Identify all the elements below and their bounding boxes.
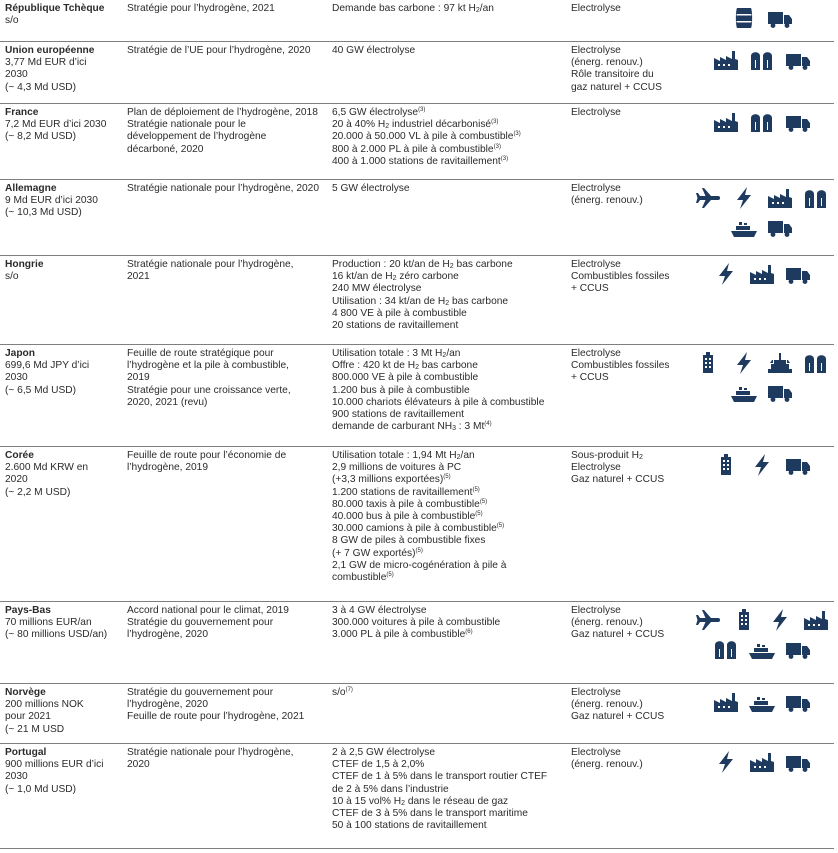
target-line: Production : 20 kt/an de $H_2$ bas carbone bbox=[332, 259, 513, 270]
ship-icon bbox=[730, 215, 758, 239]
factory-icon bbox=[766, 186, 794, 210]
table-row bbox=[0, 684, 834, 744]
country-cell bbox=[5, 183, 117, 220]
strategy-cell bbox=[127, 259, 323, 283]
strategy-line: Stratégie nationale pour l’hydrogène, 2020 bbox=[127, 183, 320, 194]
production-line: (énerg. renouv.) bbox=[571, 617, 643, 629]
strategy-line: 2020 bbox=[127, 759, 150, 771]
sector-icons bbox=[690, 186, 834, 239]
production-cell bbox=[571, 747, 683, 771]
strategy-line: Stratégie du gouvernement pour bbox=[127, 687, 274, 698]
ship-icon bbox=[730, 380, 758, 404]
target-line: de 2 à 5% dans l’industrie bbox=[332, 783, 449, 795]
lightning-icon bbox=[730, 186, 758, 210]
production-cell bbox=[571, 450, 683, 487]
budget-line: 2030 bbox=[5, 69, 28, 81]
sector-icons bbox=[690, 6, 834, 30]
target-line: 4 800 VE à pile à combustible bbox=[332, 307, 467, 319]
truck-icon bbox=[766, 380, 794, 404]
production-line: Electrolyse bbox=[571, 348, 621, 359]
production-line: Rôle transitoire du bbox=[571, 69, 654, 81]
country-name: Hongrie bbox=[5, 259, 44, 270]
strategy-line: l’hydrogène et la pile à combustible, bbox=[127, 360, 289, 372]
target-line: 6,5 GW électrolyse$^{(3)}$ bbox=[332, 107, 426, 118]
target-line: 80.000 taxis à pile à combustible$^{(5)}$ bbox=[332, 498, 488, 510]
target-line: 3.000 PL à pile à combustible$^{(6)}$ bbox=[332, 629, 473, 641]
targets-cell bbox=[332, 605, 564, 642]
production-cell bbox=[571, 348, 683, 385]
strategy-line: l’hydrogène, 2020 bbox=[127, 629, 208, 641]
production-line: (énerg. renouv.) bbox=[571, 759, 643, 771]
building-icon bbox=[712, 453, 740, 477]
truck-icon bbox=[784, 48, 812, 72]
production-line: + CCUS bbox=[571, 283, 609, 295]
silo-icon bbox=[748, 48, 776, 72]
targets-cell bbox=[332, 348, 564, 433]
strategy-cell bbox=[127, 687, 323, 724]
budget-line: 3,77 Md EUR d’ici bbox=[5, 57, 87, 69]
production-cell bbox=[571, 259, 683, 296]
target-line: 5 GW électrolyse bbox=[332, 183, 410, 194]
table-row bbox=[0, 180, 834, 256]
production-line: Electrolyse bbox=[571, 687, 621, 698]
target-line: Utilisation : 34 kt/an de $H_2$ bas carbone bbox=[332, 295, 509, 307]
target-line: 300.000 voitures à pile à combustible bbox=[332, 617, 501, 629]
target-line: 1.200 bus à pile à combustible bbox=[332, 384, 470, 396]
silo-icon bbox=[802, 351, 830, 375]
target-line: 2 à 2,5 GW électrolyse bbox=[332, 747, 436, 758]
strategy-line: 2020, 2021 (revu) bbox=[127, 396, 208, 408]
target-line: CTEF de 3 à 5% dans le transport maritime bbox=[332, 808, 528, 820]
strategy-line: développement de l’hydrogène bbox=[127, 131, 267, 143]
country-name: Japon bbox=[5, 348, 36, 359]
truck-icon bbox=[784, 637, 812, 661]
budget-line: pour 2021 bbox=[5, 711, 51, 723]
silo-icon bbox=[748, 110, 776, 134]
strategy-cell bbox=[127, 183, 323, 195]
strategy-line: Feuille de route pour l’hydrogène, 2021 bbox=[127, 711, 305, 723]
table-row bbox=[0, 42, 834, 104]
sector-icons bbox=[690, 48, 834, 72]
production-line: Electrolyse bbox=[571, 747, 621, 758]
target-line: 30.000 camions à pile à combustible$^{(5)}$ bbox=[332, 523, 505, 535]
strategy-cell bbox=[127, 747, 323, 771]
budget-line: 9 Md EUR d’ici 2030 bbox=[5, 195, 98, 207]
target-line: Demande bas carbone : 97 kt $H_2/an$ bbox=[332, 3, 494, 14]
lightning-icon bbox=[766, 608, 794, 632]
silo-icon bbox=[802, 186, 830, 210]
production-line: Electrolyse bbox=[571, 183, 621, 194]
budget-line: s/o bbox=[5, 271, 19, 283]
production-line: Gaz naturel + CCUS bbox=[571, 711, 665, 723]
sector-icons bbox=[690, 690, 834, 714]
targets-cell bbox=[332, 259, 564, 332]
target-line: 8 GW de piles à combustible fixes bbox=[332, 535, 486, 547]
production-cell bbox=[571, 3, 683, 15]
target-line: 240 MW électrolyse bbox=[332, 283, 422, 295]
budget-line: (~ 1,0 Md USD) bbox=[5, 783, 77, 795]
barrel-icon bbox=[730, 6, 758, 30]
strategy-cell bbox=[127, 605, 323, 642]
target-line: 20 à 40% $H_2$ industriel décarbonisé$^{(3)}$ bbox=[332, 119, 499, 131]
budget-line: (~ 8,2 Md USD) bbox=[5, 131, 77, 143]
target-line: 400 à 1.000 stations de ravitaillement$^{(3)}$ bbox=[332, 155, 509, 167]
target-line: 800 à 2.000 PL à pile à combustible$^{(3)}$ bbox=[332, 143, 501, 155]
truck-icon bbox=[784, 262, 812, 286]
production-cell bbox=[571, 183, 683, 207]
country-name: Norvège bbox=[5, 687, 46, 698]
target-line: CTEF de 1 à 5% dans le transport routier CTEF bbox=[332, 771, 548, 783]
truck-icon bbox=[784, 110, 812, 134]
building-icon bbox=[694, 351, 722, 375]
table-row bbox=[0, 602, 834, 684]
table-row bbox=[0, 256, 834, 345]
budget-line: 2020 bbox=[5, 474, 28, 486]
strategy-cell bbox=[127, 450, 323, 474]
table-row bbox=[0, 104, 834, 180]
country-name: Union européenne bbox=[5, 45, 95, 56]
lightning-icon bbox=[712, 262, 740, 286]
silo-icon bbox=[712, 637, 740, 661]
strategy-line: Stratégie nationale pour le bbox=[127, 119, 246, 131]
target-line: 40.000 bus à pile à combustible$^{(5)}$ bbox=[332, 511, 483, 523]
country-name: Allemagne bbox=[5, 183, 57, 194]
targets-cell bbox=[332, 687, 564, 699]
strategy-line: Stratégie du gouvernement pour bbox=[127, 617, 274, 629]
target-line: 1.200 stations de ravitaillement$^{(5)}$ bbox=[332, 486, 480, 498]
plane-icon bbox=[694, 186, 722, 210]
production-cell bbox=[571, 45, 683, 94]
production-cell bbox=[571, 605, 683, 642]
budget-line: 2.600 Md KRW en bbox=[5, 462, 89, 474]
budget-line: (~ 10,3 Md USD) bbox=[5, 207, 82, 219]
production-line: (énerg. renouv.) bbox=[571, 57, 643, 69]
production-cell bbox=[571, 687, 683, 724]
country-cell bbox=[5, 348, 117, 397]
target-line: 3 à 4 GW électrolyse bbox=[332, 605, 427, 616]
country-cell bbox=[5, 687, 117, 736]
country-name: Pays-Bas bbox=[5, 605, 51, 616]
strategy-line: l’hydrogène, 2020 bbox=[127, 699, 208, 711]
production-line: Electrolyse bbox=[571, 45, 621, 56]
strategy-cell bbox=[127, 107, 323, 156]
target-line: 900 stations de ravitaillement bbox=[332, 409, 464, 421]
target-line: 20 stations de ravitaillement bbox=[332, 320, 459, 332]
truck-icon bbox=[784, 453, 812, 477]
sector-icons bbox=[690, 351, 834, 404]
country-cell bbox=[5, 747, 117, 796]
target-line: $s/o^{(7)}$ bbox=[332, 687, 353, 698]
target-line: Utilisation totale : 1,94 Mt $H_2/an$ bbox=[332, 450, 475, 461]
targets-cell bbox=[332, 183, 564, 195]
strategy-cell bbox=[127, 3, 323, 15]
factory-icon bbox=[802, 608, 830, 632]
budget-line: s/o bbox=[5, 15, 19, 27]
target-line: (+ 7 GW exportés)$^{(5)}$ bbox=[332, 547, 423, 559]
sector-icons bbox=[690, 110, 834, 134]
budget-line: 699,6 Md JPY d’ici bbox=[5, 360, 90, 372]
lightning-icon bbox=[730, 351, 758, 375]
strategy-line: Stratégie pour l’hydrogène, 2021 bbox=[127, 3, 275, 14]
budget-line: (~ 6,5 Md USD) bbox=[5, 384, 77, 396]
target-line: 20.000 à 50.000 VL à pile à combustible$^{(3)}$ bbox=[332, 131, 521, 143]
production-line: Gaz naturel + CCUS bbox=[571, 629, 665, 641]
ship-icon bbox=[748, 637, 776, 661]
production-line: Electrolyse bbox=[571, 605, 621, 616]
factory-icon bbox=[712, 110, 740, 134]
table-row bbox=[0, 0, 834, 42]
table-row bbox=[0, 345, 834, 447]
factory-icon bbox=[712, 48, 740, 72]
target-line: demande de carburant $NH_3$ : 3 Mt$^{(4)}$ bbox=[332, 421, 492, 433]
target-line: (+3,3 millions exportées)$^{(5)}$ bbox=[332, 474, 451, 486]
strategy-line: Stratégie nationale pour l’hydrogène, bbox=[127, 259, 294, 270]
targets-cell bbox=[332, 450, 564, 584]
budget-line: 200 millions NOK bbox=[5, 699, 84, 711]
targets-cell bbox=[332, 3, 564, 15]
country-cell bbox=[5, 45, 117, 94]
budget-line: 900 millions EUR d’ici bbox=[5, 759, 104, 771]
production-line: Combustibles fossiles bbox=[571, 271, 670, 283]
strategy-line: Stratégie de l’UE pour l’hydrogène, 2020 bbox=[127, 45, 311, 56]
strategy-line: Stratégie nationale pour l’hydrogène, bbox=[127, 747, 294, 758]
budget-line: (~ 80 millions USD/an) bbox=[5, 629, 108, 641]
plane-icon bbox=[694, 608, 722, 632]
targets-cell bbox=[332, 45, 564, 57]
target-line: Utilisation totale : 3 Mt $H_2/an$ bbox=[332, 348, 461, 359]
target-line: 2,9 millions de voitures à PC bbox=[332, 462, 462, 474]
target-line: combustible$^{(5)}$ bbox=[332, 572, 394, 584]
lightning-icon bbox=[748, 453, 776, 477]
refinery-icon bbox=[766, 351, 794, 375]
production-line: (énerg. renouv.) bbox=[571, 195, 643, 207]
production-line: Gaz naturel + CCUS bbox=[571, 474, 665, 486]
target-line: 10.000 chariots élévateurs à pile à combustible bbox=[332, 396, 545, 408]
strategy-line: Accord national pour le climat, 2019 bbox=[127, 605, 289, 616]
strategy-line: Plan de déploiement de l’hydrogène, 2018 bbox=[127, 107, 318, 118]
country-cell bbox=[5, 450, 117, 499]
target-line: 2,1 GW de micro-cogénération à pile à bbox=[332, 559, 507, 571]
ship-icon bbox=[748, 690, 776, 714]
target-line: 16 kt/an de $H_2$ zéro carbone bbox=[332, 271, 459, 283]
truck-icon bbox=[784, 690, 812, 714]
target-line: 40 GW électrolyse bbox=[332, 45, 416, 56]
factory-icon bbox=[712, 690, 740, 714]
budget-line: (~ 2,2 M USD) bbox=[5, 486, 71, 498]
strategy-line: 2019 bbox=[127, 372, 150, 384]
sector-icons bbox=[690, 453, 834, 477]
country-name: Corée bbox=[5, 450, 34, 461]
targets-cell bbox=[332, 107, 564, 168]
country-cell bbox=[5, 107, 117, 144]
budget-line: 2030 bbox=[5, 771, 28, 783]
target-line: 50 à 100 stations de ravitaillement bbox=[332, 820, 487, 832]
production-line: gaz naturel + CCUS bbox=[571, 81, 662, 93]
country-name: France bbox=[5, 107, 39, 118]
truck-icon bbox=[766, 215, 794, 239]
table-row bbox=[0, 744, 834, 849]
budget-line: 70 millions EUR/an bbox=[5, 617, 92, 629]
strategy-cell bbox=[127, 348, 323, 409]
strategy-line: Feuille de route pour l’économie de bbox=[127, 450, 287, 461]
truck-icon bbox=[766, 6, 794, 30]
strategy-line: Feuille de route stratégique pour bbox=[127, 348, 274, 359]
country-name: Portugal bbox=[5, 747, 47, 758]
strategy-line: Stratégie pour une croissance verte, bbox=[127, 384, 291, 396]
production-line: Electrolyse bbox=[571, 107, 621, 118]
truck-icon bbox=[784, 750, 812, 774]
country-name: République Tchèque bbox=[5, 3, 105, 14]
building-icon bbox=[730, 608, 758, 632]
target-line: 800.000 VE à pile à combustible bbox=[332, 372, 479, 384]
production-line: (énerg. renouv.) bbox=[571, 699, 643, 711]
strategy-line: l’hydrogène, 2019 bbox=[127, 462, 208, 474]
target-line: Offre : 420 kt de $H_2$ bas carbone bbox=[332, 360, 478, 372]
factory-icon bbox=[748, 262, 776, 286]
strategy-line: décarboné, 2020 bbox=[127, 143, 204, 155]
production-cell bbox=[571, 107, 683, 119]
production-line: Combustibles fossiles bbox=[571, 360, 670, 372]
sector-icons bbox=[690, 750, 834, 774]
production-line: Sous-produit $H_2$ bbox=[571, 450, 643, 461]
production-line: Electrolyse bbox=[571, 3, 621, 14]
budget-line: 7,2 Md EUR d’ici 2030 bbox=[5, 119, 107, 131]
budget-line: (~ 21 M USD bbox=[5, 723, 65, 735]
production-line: + CCUS bbox=[571, 372, 609, 384]
production-line: Electrolyse bbox=[571, 462, 621, 474]
strategy-cell bbox=[127, 45, 323, 57]
budget-line: 2030 bbox=[5, 372, 28, 384]
country-cell bbox=[5, 259, 117, 283]
sector-icons bbox=[690, 262, 834, 286]
target-line: 10 à 15 vol% $H_2$ dans le réseau de gaz bbox=[332, 795, 509, 807]
budget-line: (~ 4,3 Md USD) bbox=[5, 81, 77, 93]
sector-icons bbox=[690, 608, 834, 661]
country-cell bbox=[5, 3, 117, 27]
targets-cell bbox=[332, 747, 564, 832]
lightning-icon bbox=[712, 750, 740, 774]
strategy-line: 2021 bbox=[127, 271, 150, 283]
production-line: Electrolyse bbox=[571, 259, 621, 270]
factory-icon bbox=[748, 750, 776, 774]
target-line: CTEF de 1,5 à 2,0% bbox=[332, 759, 425, 771]
table-row bbox=[0, 447, 834, 602]
country-cell bbox=[5, 605, 117, 642]
